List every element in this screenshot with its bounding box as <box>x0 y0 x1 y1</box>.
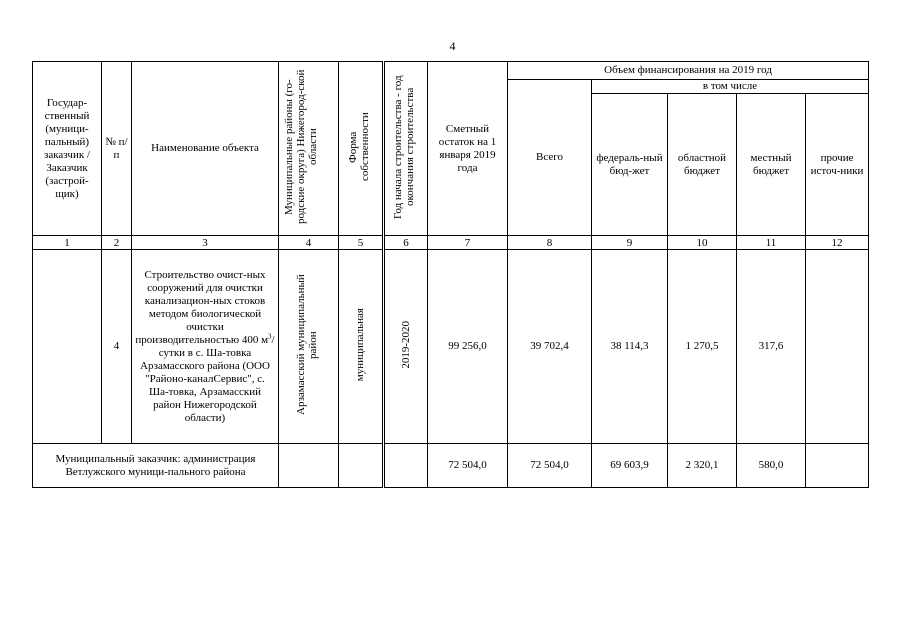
column-numbers-row <box>33 236 869 250</box>
header-estimate: Сметный остаток на 1 января 2019 года <box>428 62 508 236</box>
row-years <box>384 250 428 444</box>
summary-other <box>806 444 869 488</box>
row-regional: 1 270,5 <box>668 250 737 444</box>
summary-estimate: 72 504,0 <box>428 444 508 488</box>
row-ownership-text: муниципальная <box>354 307 366 382</box>
row-customer <box>33 250 102 444</box>
row-object-name-part1: Строительство очист-ных сооружений для очистки канализацион-ных стоков методом биологической очистки производительностью 400 м <box>135 268 269 346</box>
header-years-text: Год начала строительства - год окончания строительства <box>392 74 416 219</box>
header-ownership-text: Форма собственности <box>346 112 371 181</box>
header-total: Всего <box>508 80 592 236</box>
row-years-text: 2019-2020 <box>399 320 412 369</box>
header-regional: областной бюджет <box>668 94 737 236</box>
row-federal: 38 114,3 <box>592 250 668 444</box>
column-number: 12 <box>806 236 869 250</box>
summary-federal: 69 603,9 <box>592 444 668 488</box>
column-number: 5 <box>339 236 384 250</box>
column-number: 2 <box>102 236 132 250</box>
row-total: 39 702,4 <box>508 250 592 444</box>
column-number: 4 <box>279 236 339 250</box>
row-estimate: 99 256,0 <box>428 250 508 444</box>
row-ownership <box>339 250 384 444</box>
header-local: местный бюджет <box>737 94 806 236</box>
column-number: 9 <box>592 236 668 250</box>
header-years <box>384 62 428 236</box>
row-local: 317,6 <box>737 250 806 444</box>
row-object-name-sup: 3 <box>268 331 272 340</box>
summary-regional: 2 320,1 <box>668 444 737 488</box>
summary-total: 72 504,0 <box>508 444 592 488</box>
row-district <box>279 250 339 444</box>
header-other: прочие источ-ники <box>806 94 869 236</box>
row-num: 4 <box>102 250 132 444</box>
summary-label: Муниципальный заказчик: администрация Ветлужского муници-пального района <box>33 444 279 488</box>
header-customer: Государ-ственный (муници-пальный) заказчик / Заказчик (застрой-щик) <box>33 62 102 236</box>
header-districts-text: Муниципальные районы (го-родские округа) Нижегород-ской области <box>282 69 319 224</box>
summary-ownership <box>339 444 384 488</box>
header-federal: федераль-ный бюд-жет <box>592 94 668 236</box>
column-number: 8 <box>508 236 592 250</box>
column-number: 10 <box>668 236 737 250</box>
column-number: 7 <box>428 236 508 250</box>
header-including: в том числе <box>592 80 869 94</box>
summary-local: 580,0 <box>737 444 806 488</box>
column-number: 6 <box>384 236 428 250</box>
header-object-name: Наименование объекта <box>132 62 279 236</box>
summary-years <box>384 444 428 488</box>
column-number: 11 <box>737 236 806 250</box>
header-districts <box>279 62 339 236</box>
table-row <box>33 250 869 444</box>
row-object-name <box>132 250 279 444</box>
header-financing: Объем финансирования на 2019 год <box>508 62 869 80</box>
column-number: 3 <box>132 236 279 250</box>
page-number: 4 <box>449 39 456 53</box>
summary-district <box>279 444 339 488</box>
summary-row <box>33 444 869 488</box>
row-district-text: Арзамасский муниципальный район <box>294 274 319 415</box>
column-number: 1 <box>33 236 102 250</box>
header-ownership <box>339 62 384 236</box>
financing-table <box>32 61 869 488</box>
row-other <box>806 250 869 444</box>
row-object-name-part2: /сутки в с. Ша-товка Арзамасского района (ООО "Районо-каналСервис", с. Ша-товка, Арзамасский район Нижегородской области) <box>140 333 275 424</box>
header-num: № п/п <box>102 62 132 236</box>
